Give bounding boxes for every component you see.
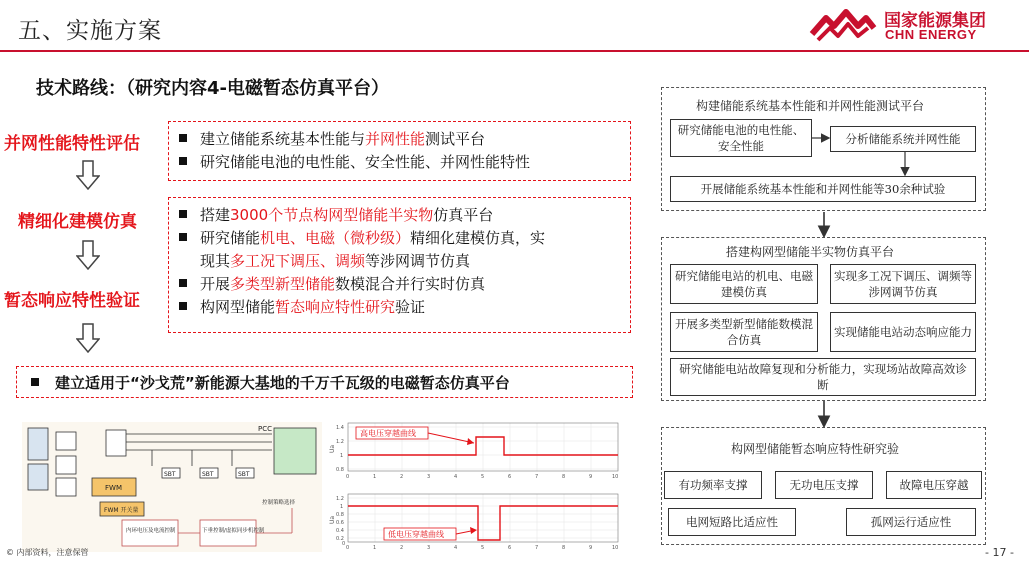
circuit-diagram (22, 422, 322, 552)
svg-text:0.4: 0.4 (336, 528, 344, 534)
route-title: 技术路线：（研究内容4-电磁暂态仿真平台） (36, 78, 389, 99)
fwm-switch-label: FWM 开关量 (104, 507, 139, 514)
bullet-square-icon (31, 378, 39, 386)
bullet-item: 建立储能系统基本性能与并网性能测试平台 (179, 128, 622, 151)
dc-converter-icon (56, 432, 76, 450)
grid-block (274, 428, 316, 474)
svg-text:5: 5 (481, 545, 485, 551)
flow-node: 开展多类型新型储能数模混合仿真 (670, 312, 818, 352)
svg-text:2: 2 (400, 474, 404, 480)
flow-node: 分析储能系统并网性能 (830, 126, 976, 152)
logo-english-text: CHN ENERGY (885, 27, 977, 42)
page-title: 五、实施方案 (18, 18, 162, 44)
svg-text:1.2: 1.2 (336, 439, 344, 445)
y-axis-unit: Ua (329, 515, 336, 524)
dc-converter-icon (56, 478, 76, 496)
svg-text:1: 1 (340, 453, 344, 459)
company-logo (808, 4, 1023, 44)
bullet-box-grid-performance (168, 121, 631, 181)
flow-node: 研究储能电池的电性能、安全性能 (670, 119, 812, 157)
page-number: - 17 - (985, 546, 1014, 559)
svg-text:7: 7 (535, 474, 539, 480)
bullet-square-icon (179, 134, 187, 142)
bullet-item: 研究储能机电、电磁（微秒级）精细化建模仿真，实 (179, 227, 622, 250)
svg-text:6: 6 (508, 474, 512, 480)
svg-text:0: 0 (346, 474, 350, 480)
svg-text:4: 4 (454, 474, 458, 480)
svg-text:1: 1 (373, 545, 377, 551)
battery-icon (28, 428, 48, 460)
flow-node: 开展储能系统基本性能和并网性能等30余种试验 (670, 176, 976, 202)
inner-loop-label: 内环电压及电流控制 (126, 528, 176, 534)
flow-node: 研究储能电站的机电、电磁建模仿真 (670, 264, 818, 304)
flow-group-title: 构网型储能暂态响应特性研究验 (731, 442, 900, 456)
header-divider (0, 50, 1029, 52)
svg-text:6: 6 (508, 545, 512, 551)
svg-text:0: 0 (346, 545, 350, 551)
flow-node: 故障电压穿越 (886, 471, 982, 499)
summary-text: 建立适用于“沙戈荒”新能源大基地的千万千瓦级的电磁暂态仿真平台 (55, 374, 510, 392)
flow-node: 无功电压支撑 (775, 471, 873, 499)
chn-energy-logo-icon (808, 4, 878, 44)
dc-converter-icon (56, 456, 76, 474)
bullet-square-icon (179, 210, 187, 218)
lvrt-label: 低电压穿越曲线 (388, 530, 444, 539)
svg-text:8: 8 (562, 474, 566, 480)
droop-control-label: 下垂控制/虚拟同步机控制 (202, 528, 265, 534)
bullet-square-icon (179, 157, 187, 165)
bullet-square-icon (179, 302, 187, 310)
svg-text:10: 10 (612, 474, 619, 480)
fwm-label: FWM (105, 484, 122, 492)
svg-text:0.8: 0.8 (336, 467, 344, 473)
stage-label-grid-performance: 并网性能特性评估 (4, 134, 140, 154)
flow-node: 有功频率支撑 (664, 471, 762, 499)
flow-node: 孤网运行适应性 (846, 508, 976, 536)
flow-group-title: 构建储能系统基本性能和并网性能测试平台 (696, 99, 925, 113)
svg-text:7: 7 (535, 545, 539, 551)
bullet-item: 搭建3000个节点构网型储能半实物仿真平台 (179, 204, 622, 227)
flow-connectors (660, 118, 990, 438)
svg-text:1: 1 (340, 504, 344, 510)
svg-text:0.2: 0.2 (336, 536, 344, 542)
bullet-item: 构网型储能暂态响应特性研究验证 (179, 296, 622, 319)
svg-text:3: 3 (427, 474, 431, 480)
svg-text:5: 5 (481, 474, 485, 480)
flow-node: 实现储能电站动态响应能力 (830, 312, 976, 352)
pcc-label: PCC (258, 425, 272, 433)
bullet-item: 研究储能电池的电性能、安全性能、并网性能特性 (179, 151, 622, 174)
stage-label-modeling: 精细化建模仿真 (18, 212, 137, 232)
confidential-notice: © 内部资料，注意保管 (6, 548, 89, 557)
sbt-label: SBT (238, 471, 250, 478)
svg-text:9: 9 (589, 545, 593, 551)
bullet-item-continuation: 现其多工况下调压、调频等涉网调节仿真 (200, 252, 471, 270)
sbt-label: SBT (202, 471, 214, 478)
pv-panel-icon (28, 464, 48, 490)
svg-text:0.8: 0.8 (336, 512, 344, 518)
summary-box (16, 366, 633, 398)
down-arrow-icon (76, 323, 100, 353)
svg-text:0: 0 (342, 541, 346, 547)
sbt-label: SBT (164, 471, 176, 478)
svg-text:8: 8 (562, 545, 566, 551)
down-arrow-icon (76, 240, 100, 270)
hvrt-label: 高电压穿越曲线 (360, 429, 416, 438)
svg-text:1.2: 1.2 (336, 496, 344, 502)
stage-label-transient: 暂态响应特性验证 (4, 291, 140, 311)
bullet-item: 开展多类型新型储能数模混合并行实时仿真 (179, 273, 622, 296)
bullet-box-modeling (168, 197, 631, 333)
svg-text:4: 4 (454, 545, 458, 551)
svg-text:9: 9 (589, 474, 593, 480)
flow-node: 实现多工况下调压、调频等涉网调节仿真 (830, 264, 976, 304)
y-axis-unit: Ua (329, 444, 336, 453)
hvrt-chart (328, 419, 620, 481)
flow-node: 研究储能电站故障复现和分析能力，实现场站故障高效诊断 (670, 358, 976, 396)
svg-text:3: 3 (427, 545, 431, 551)
bullet-square-icon (179, 233, 187, 241)
svg-text:2: 2 (400, 545, 404, 551)
down-arrow-icon (76, 160, 100, 190)
svg-text:10: 10 (612, 545, 619, 551)
inverter-icon (106, 430, 126, 456)
logo-chinese-text: 国家能源集团 (884, 11, 986, 31)
control-select-label: 控制策略选择 (262, 500, 296, 506)
flow-group-title: 搭建构网型储能半实物仿真平台 (726, 245, 895, 259)
svg-text:1: 1 (373, 474, 377, 480)
svg-text:1.4: 1.4 (336, 425, 344, 431)
lvrt-chart (328, 490, 620, 552)
flow-node: 电网短路比适应性 (668, 508, 796, 536)
bullet-square-icon (179, 279, 187, 287)
svg-text:0.6: 0.6 (336, 520, 344, 526)
